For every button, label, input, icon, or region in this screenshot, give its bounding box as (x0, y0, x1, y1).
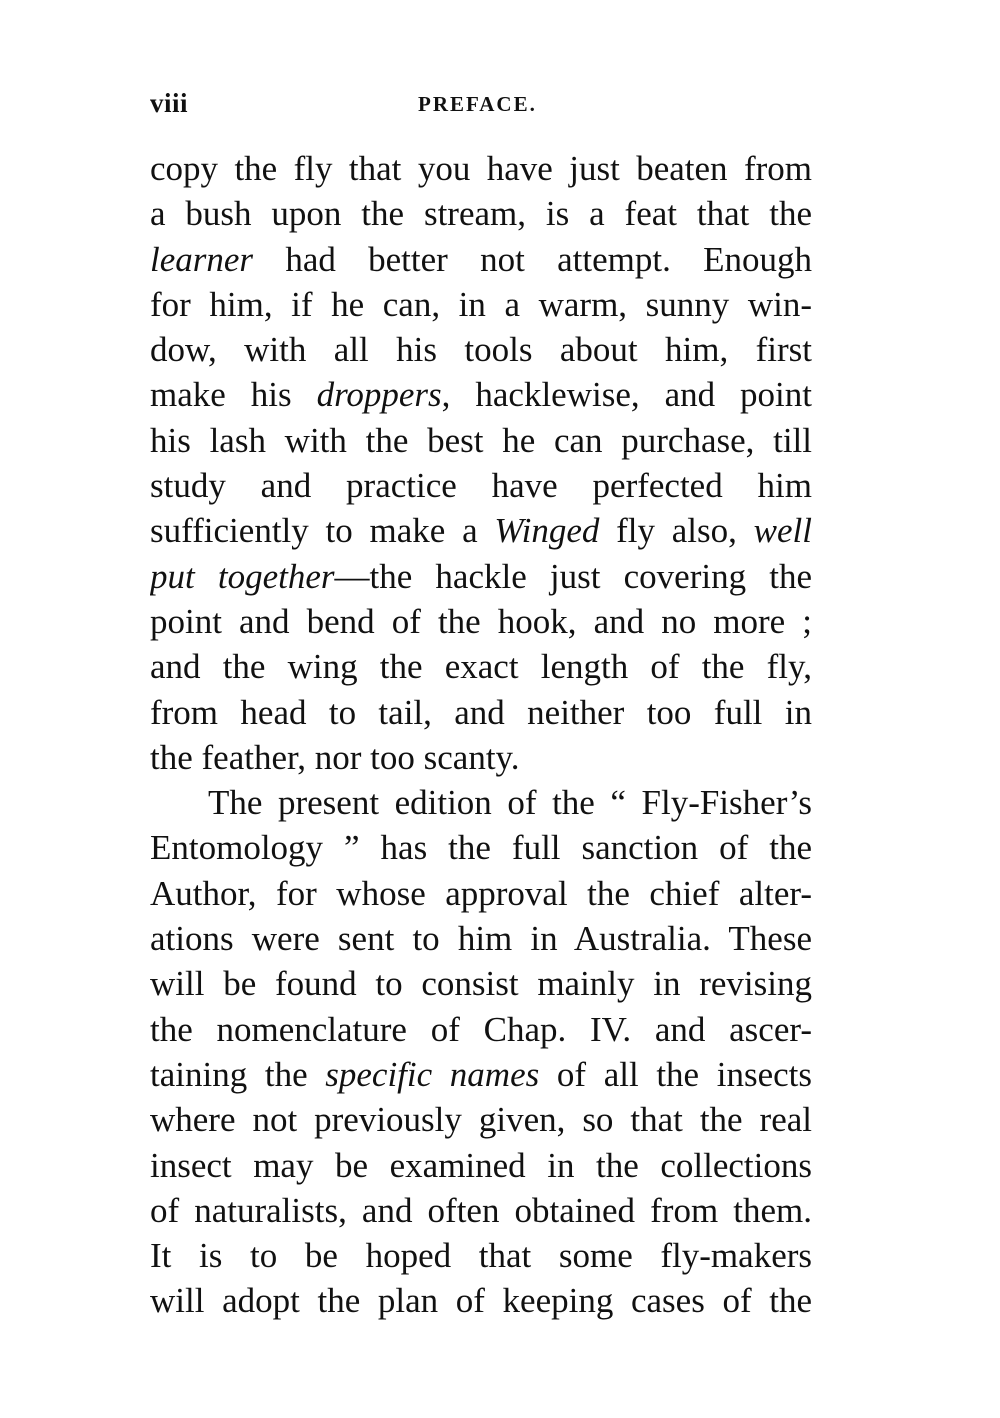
text-line (150, 418, 812, 463)
text-segment: his lash with the best he can purchase, till (150, 420, 812, 460)
text-line (150, 1188, 812, 1233)
text-segment: fly also, (599, 511, 754, 551)
italic-text: learner (150, 239, 254, 279)
italic-text: droppers (316, 375, 442, 415)
text-segment: It is to be hoped that some fly-makers (150, 1236, 812, 1276)
italic-text: put together (150, 556, 335, 596)
text-segment: Entomology ” has the full sanction of the (150, 828, 812, 868)
body-text (150, 146, 812, 1324)
italic-text: Winged (494, 511, 600, 551)
text-segment: , hacklewise, and point (441, 375, 812, 415)
text-segment: had better not attempt. Enough (253, 239, 812, 279)
text-segment: The present edition of the “ Fly-Fisher’s (208, 783, 812, 823)
text-line (150, 1233, 812, 1278)
text-segment: make his (150, 375, 317, 415)
text-line (150, 327, 812, 372)
text-segment: and the wing the exact length of the fly, (150, 647, 812, 687)
text-line (150, 237, 812, 282)
text-line (150, 644, 812, 689)
text-segment: of naturalists, and often obtained from them. (150, 1190, 812, 1230)
text-segment: of all the insects (539, 1054, 812, 1094)
page-number: viii (150, 88, 189, 118)
text-line (150, 961, 812, 1006)
italic-text: specific names (325, 1054, 540, 1094)
text-line (150, 372, 812, 417)
running-head (150, 88, 812, 128)
text-line (150, 282, 812, 327)
text-line (150, 1052, 812, 1097)
text-line (150, 1278, 812, 1323)
text-line (150, 599, 812, 644)
text-line (150, 1143, 812, 1188)
text-line (150, 1097, 812, 1142)
text-segment: will be found to consist mainly in revising (150, 964, 812, 1004)
text-segment: where not previously given, so that the real (150, 1100, 812, 1140)
text-line (150, 146, 812, 191)
text-segment: a bush upon the stream, is a feat that the (150, 194, 812, 234)
text-segment: insect may be examined in the collections (150, 1145, 812, 1185)
text-line (150, 690, 812, 735)
text-segment: dow, with all his tools about him, first (150, 330, 812, 370)
text-segment: point and bend of the hook, and no more ; (150, 601, 812, 641)
text-segment: ations were sent to him in Australia. These (150, 919, 812, 959)
text-line (150, 463, 812, 508)
text-segment: taining the (150, 1054, 326, 1094)
text-line (150, 825, 812, 870)
text-segment: the feather, nor too scanty. (150, 737, 520, 777)
text-line (150, 780, 812, 825)
text-segment: from head to tail, and neither too full in (150, 692, 812, 732)
text-line (150, 191, 812, 236)
text-line (150, 1007, 812, 1052)
text-segment: Author, for whose approval the chief alter- (150, 873, 812, 913)
italic-text: well (753, 511, 812, 551)
text-segment: sufficiently to make a (150, 511, 495, 551)
text-segment: for him, if he can, in a warm, sunny win- (150, 284, 812, 324)
text-line (150, 508, 812, 553)
running-title: PREFACE. (418, 92, 537, 116)
text-segment: study and practice have perfected him (150, 466, 812, 506)
text-line (150, 735, 812, 780)
text-line (150, 916, 812, 961)
text-segment: will adopt the plan of keeping cases of the (150, 1281, 812, 1321)
text-segment: —the hackle just covering the (334, 556, 812, 596)
text-segment: copy the fly that you have just beaten from (150, 149, 812, 188)
text-line (150, 554, 812, 599)
text-line (150, 871, 812, 916)
text-segment: the nomenclature of Chap. IV. and ascer- (150, 1009, 812, 1049)
